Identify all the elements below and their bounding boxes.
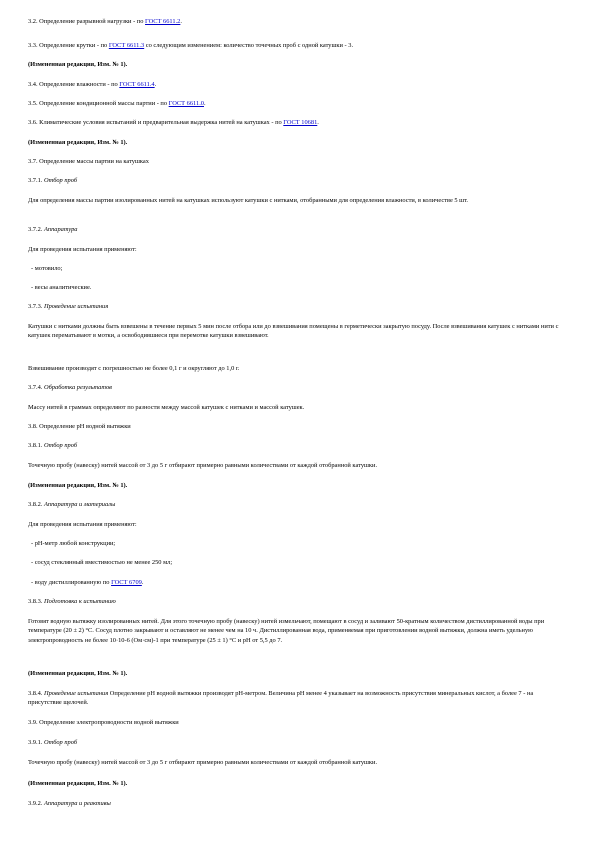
- paragraph-text: 3.2. Определение разрывной нагрузки - по: [28, 18, 146, 25]
- section-3-7-heading: 3.7. Определение массы партии на катушках: [28, 158, 149, 165]
- section-title: Проведение испытания: [43, 303, 109, 310]
- paragraph-results: Массу нитей в граммах определяют по разности между массой катушек с нитками и массой катушек.: [28, 404, 305, 411]
- section-number: 3.7.4.: [28, 384, 44, 391]
- paragraph-text: со следующим изменением: количество точечных проб с одной катушки - 3.: [144, 42, 354, 49]
- section-number: 3.7.1.: [28, 177, 44, 184]
- paragraph-text: 3.4. Определение влажности - по: [28, 81, 120, 88]
- section-3-8-4: [28, 689, 568, 708]
- list-item: - весы аналитические.: [31, 284, 92, 291]
- gost-link[interactable]: ГОСТ 6611.4: [119, 81, 155, 88]
- section-title: Проведение испытания: [43, 690, 109, 697]
- section-3-8-3-heading: [28, 597, 568, 606]
- gost-link[interactable]: ГОСТ 6709: [111, 579, 142, 586]
- list-item: - сосуд стеклянный вместимостью не менее 250 мл;: [31, 559, 173, 566]
- section-3-5: [28, 99, 568, 108]
- section-3-7-2-heading: [28, 225, 568, 234]
- paragraph-weighing: Взвешивание производят с погрешностью не более 0,1 г и округляют до 1,0 г.: [28, 365, 240, 372]
- section-number: 3.9.2.: [28, 800, 44, 807]
- section-number: 3.7.3.: [28, 303, 44, 310]
- section-3-9-1-heading: [28, 738, 568, 747]
- section-3-8-heading: 3.8. Определение pH водной вытяжки: [28, 423, 131, 430]
- section-3-7-4-heading: [28, 383, 568, 392]
- paragraph-text: 3.5. Определение кондиционной массы партии - по: [28, 100, 169, 107]
- section-number: 3.8.1.: [28, 442, 44, 449]
- paragraph-text: .: [141, 579, 144, 586]
- section-number: 3.8.4.: [28, 690, 44, 697]
- paragraph-text: .: [317, 119, 319, 126]
- amendment-note: (Измененная редакция, Изм. № 1).: [28, 139, 128, 146]
- paragraph-test-procedure: Катушки с нитками должны быть взвешены в течение первых 5 мин после отбора или до взвешивания помещены в герметически закрытую посуду. После взвешивания катушек с нитками нити с катушек перематывают в мотки, а освободившиеся при перемотке катушки взвешивают.: [28, 323, 559, 340]
- paragraph-apparatus-intro: Для проведения испытания применяют:: [28, 521, 137, 528]
- paragraph-text: .: [204, 100, 206, 107]
- paragraph-text: .: [154, 81, 157, 88]
- section-title: Аппаратура и реактивы: [43, 800, 111, 807]
- section-3-9-2-heading: [28, 799, 568, 808]
- paragraph-sampling-ph: Точечную пробу (навеску) нитей массой от 3 до 5 г отбирают примерно равными количествами от каждой отобранной катушки.: [28, 462, 378, 469]
- section-number: 3.9.1.: [28, 739, 44, 746]
- amendment-note: (Измененная редакция, Изм. № 1).: [28, 670, 128, 677]
- section-title: Аппаратура: [43, 226, 78, 233]
- section-3-9-heading: 3.9. Определение электропроводности водной вытяжки: [28, 719, 179, 726]
- paragraph-sampling-conductivity: Точечную пробу (навеску) нитей массой от 3 до 5 г отбирают примерно равными количествами от каждой отобранной катушки.: [28, 759, 378, 766]
- amendment-note: (Измененная редакция, Изм. № 1).: [28, 482, 128, 489]
- section-number: 3.8.2.: [28, 501, 44, 508]
- paragraph-text: - воду дистиллированную по: [31, 579, 112, 586]
- section-3-4: [28, 80, 568, 89]
- paragraph-text: 3.6. Климатические условия испытаний и предварительная выдержка нитей на катушках - по: [28, 119, 284, 126]
- gost-link[interactable]: ГОСТ 6611.0: [168, 100, 204, 107]
- section-3-6: [28, 118, 568, 127]
- section-title: Подготовка к испытанию: [43, 598, 116, 605]
- paragraph-apparatus-intro: Для проведения испытания применяют:: [28, 246, 137, 253]
- paragraph-text: .: [180, 18, 182, 25]
- section-title: Отбор проб: [43, 177, 78, 184]
- paragraph-sampling-mass: Для определения массы партии изолированных нитей на катушках используют катушки с нитками, отобранными для определения влажности, в количестве 5 шт.: [28, 197, 468, 204]
- section-title: Обработка результатов: [43, 384, 112, 391]
- section-number: 3.8.3.: [28, 598, 44, 605]
- paragraph-extract-preparation: Готовят водную вытяжку изолированных нитей. Для этого точечную пробу (навеску) нитей измельчают, помещают в сосуд и заливают 50-кратным количеством дистиллированной воды при температуре (20 ± 2) °С. Сосуд плотно закрывают и оставляют не менее чем на 10 ч. Дистиллированная вода, применяемая при приготовлении водной вытяжки, должна иметь удельную электропроводность не более 10·10-6 (Ом·см)-1 при температуре (25 ± 1) °С и pH от 5,5 до 7.: [28, 618, 545, 644]
- section-3-2: [28, 17, 568, 26]
- gost-link[interactable]: ГОСТ 6611.2: [145, 18, 181, 25]
- section-3-7-1-heading: [28, 176, 568, 185]
- list-item: - мотовило;: [31, 265, 63, 272]
- section-title: Отбор проб: [43, 739, 78, 746]
- paragraph-text: Определение pH водной вытяжки производят pH-метром. Величина pH менее 4 указывает на возможность присутствия минеральных кислот, а более 7 - на присутствие щелочей.: [28, 690, 534, 707]
- section-3-3: [28, 41, 568, 50]
- amendment-note: (Измененная редакция, Изм. № 1).: [28, 780, 128, 787]
- section-number: 3.7.2.: [28, 226, 44, 233]
- list-item: - pH-метр любой конструкции;: [31, 540, 116, 547]
- section-title: Отбор проб: [43, 442, 78, 449]
- section-title: Аппаратура и материалы: [43, 501, 116, 508]
- gost-link[interactable]: ГОСТ 6611.3: [108, 42, 145, 49]
- amendment-note: (Измененная редакция, Изм. № 1).: [28, 61, 128, 68]
- paragraph-text: 3.3. Определение крутки - по: [28, 42, 109, 49]
- list-item: [31, 578, 571, 587]
- section-3-8-1-heading: [28, 441, 568, 450]
- section-3-7-3-heading: [28, 302, 568, 311]
- gost-link[interactable]: ГОСТ 10681: [283, 119, 318, 126]
- section-3-8-2-heading: [28, 500, 568, 509]
